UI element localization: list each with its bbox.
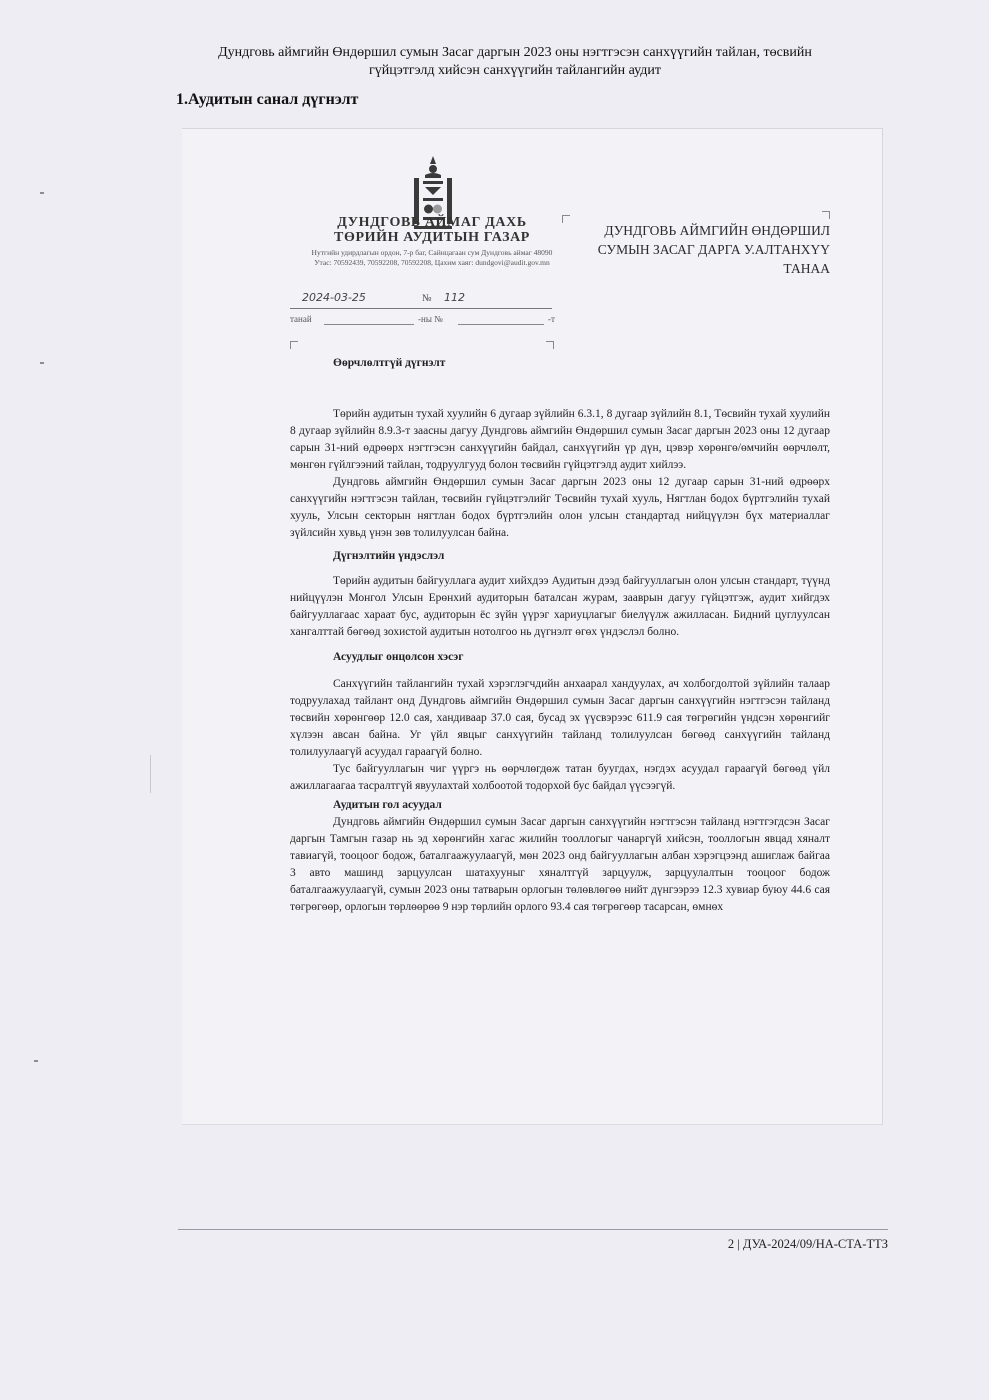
paragraph-basis: Төрийн аудитын байгууллага аудит хийхдээ Аудитын дээд байгууллагын олон улсын стандарт, түүнд нийцүүлэн Монгол Улсын Ерөнхий аудиторын баталсан журам, зааврын дагуу гүйцэтгэж, аудит хийгдэх байгууллагаас хараат бус, аудиторын ёс зүйн үүрэг хариуцлагыг биелүүлж ажилласан. Бидний цуглуулсан хангалттай бөгөөд зохистой аудитын нотолгоо нь дүгнэлт өгөх үндэслэл болно.: [290, 575, 830, 638]
corner-mark-icon: [822, 211, 830, 219]
corner-mark-icon: [546, 341, 554, 349]
header-title-line-1: Дундговь аймгийн Өндөршил сумын Засаг даргын 2023 оны нэгтгэсэн санхүүгийн тайлан, төсвийн: [218, 45, 812, 60]
org-name-line-1: ДУНДГОВЬ АЙМАГ ДАХЬ: [337, 215, 527, 230]
heading-basis-for-opinion: Дүгнэлтийн үндэслэл: [333, 550, 445, 562]
heading-key-audit-matters: Аудитын гол асуудал: [333, 799, 442, 811]
scan-margin-mark: [150, 755, 159, 793]
ref-label-1: танай: [290, 314, 312, 324]
scan-speck: [40, 192, 44, 194]
footer-rule: [178, 1229, 888, 1230]
paragraph-opinion-conclusion: Дундговь аймгийн Өндөршил сумын Засаг даргын 2023 оны 12 дугаар сарын 31-ний өдрөөрх санхүүгийн нэгтгэсэн тайлан, төсвийн гүйцэтгэлийг Төсвийн тухай хууль, Нягтлан бодох бүртгэлийн тухай хууль, Улсын секторын нягтлан бодох бүртгэлийн олон улсын стандартад нийцүүлэн бүх материаллаг зүйлсийн хувьд үнэн зөв толилуулсан байна.: [290, 476, 830, 539]
paragraph-going-concern: Тус байгууллагын чиг үүргэ нь өөрчлөгдөж татан буугдах, нэгдэх асуудал гараагүй бөгөөд үйл ажиллагаагаа тасралтгүй явуулахтай холбоотой тодорхой бус байдал үүсээгүй.: [290, 763, 830, 792]
scan-speck: [34, 1060, 38, 1062]
recipient-line-2: СУМЫН ЗАСАГ ДАРГА У.АЛТАНХҮҮ: [597, 242, 830, 257]
ref-blank-1: [324, 324, 414, 325]
number-label: №: [422, 293, 432, 304]
recipient-line-1: ДУНДГОВЬ АЙМГИЙН ӨНДӨРШИЛ: [604, 223, 830, 238]
letter-date: 2024-03-25: [302, 291, 366, 304]
paragraph-emphasis: Санхүүгийн тайлангийн тухай хэрэглэгчдийн анхаарал хандуулах, ач холбогдолтой зүйлийн талаар тодруулахад тайлант онд Дундговь аймгийн Өндөршил сумын Засаг даргын санхүүгийн нэгтгэсэн тайланд төсвийн хөрөнгөөр 12.0 сая, хандиваар 37.0 сая, бусад эх үүсвэрээс 611.9 сая төгрөгийн үндсэн хөрөнгийг хүлээн авсан байна. Уг үйл явцыг санхүүгийн тайланд толилуулсан бөгөөд санхүүгийн тайланд толилуулаагүй асуудал гараагүй болно.: [290, 678, 830, 758]
heading-emphasis-of-matter: Асуудлыг онцолсон хэсэг: [333, 651, 464, 663]
document-header: [170, 44, 860, 80]
recipient-block: [570, 221, 830, 278]
corner-mark-icon: [562, 215, 570, 223]
heading-unmodified-opinion: Өөрчлөлтгүй дүгнэлт: [333, 357, 446, 369]
section-title: 1.Аудитын санал дүгнэлт: [176, 91, 359, 108]
corner-mark-icon: [290, 341, 298, 349]
recipient-line-3: ТАНАА: [783, 261, 830, 276]
org-address: Нутгийн удирдлагын ордон, 7-р бaг, Сайнцагаан сум Дундговь аймаг 48090 Утас: 70592439, 70592208, 70592208, Цахим хаяг: dundgovi@audit.gov.mn: [311, 248, 553, 267]
paragraph-key-audit-matters: Дундговь аймгийн Өндөршил сумын Засаг даргын санхүүгийн нэгтгэсэн тайланд нэгтгэгдсэн Засаг даргын Тамгын газар нь эд хөрөнгийн хагас жилийн тооллогыг чанаргүй хийсэн, тооллогын явцад хяналт тавиагүй, тооцоог бодож, баталгаажуулаагүй, мөн 2023 онд байгууллагын албан хэрэгцээнд ашиглаж байгаа 3 авто машинд зарцуулсан шатахууныг хяналтгүй зарцуулж, зарцуулалтын тооцоог бодож баталгаажуулаагүй, сумын 2023 оны татварын орлогын төлөвлөгөө нийт дүнгээрээ 12.3 хувиар буюу 44.6 сая төгрөгөөр, орлогын төрлөөрөө 9 нэр төрлийн орлого 93.4 сая төгрөгөөр тасарсан, өмнөх: [290, 816, 830, 913]
letter-number: 112: [444, 291, 465, 304]
letter-body: [290, 355, 830, 916]
header-title-line-2: гүйцэтгэлд хийсэн санхүүгийн тайлангийн аудит: [369, 63, 661, 78]
paragraph-opinion-scope: Төрийн аудитын тухай хуулийн 6 дугаар зүйлийн 6.3.1, 8 дугаар зүйлийн 8.1, Төсвийн тухай хуулийн 8 дугаар зүйлийн 8.9.3-т заасны дагуу Дундговь аймгийн Өндөршил сумын Засаг даргын 2023 оны 12 дугаар сарын 31-ний өдрөөрх нэгтгэсэн санхүүгийн байдал, санхүүгийн үр дүн, цэвэр хөрөнгө/өмчийн өөрчлөлт, мөнгөн гүйлгээний тайлан, тодруулгууд болон төсвийн гүйцэтгэлд аудит хийлээ.: [290, 408, 830, 471]
ref-label-3: -т: [548, 314, 555, 324]
ref-blank-2: [458, 324, 544, 325]
issuing-organization: [304, 215, 560, 268]
org-name-line-2: ТӨРИЙН АУДИТЫН ГАЗАР: [334, 230, 530, 245]
scan-speck: [40, 362, 44, 364]
embedded-letter-scan: [182, 128, 883, 1125]
reference-line: [290, 314, 555, 328]
date-number-line: [290, 292, 552, 309]
ref-label-2: -ны №: [418, 314, 443, 324]
page-footer: 2 | ДУА-2024/09/НА-СТА-ТТЗ: [727, 1237, 888, 1251]
